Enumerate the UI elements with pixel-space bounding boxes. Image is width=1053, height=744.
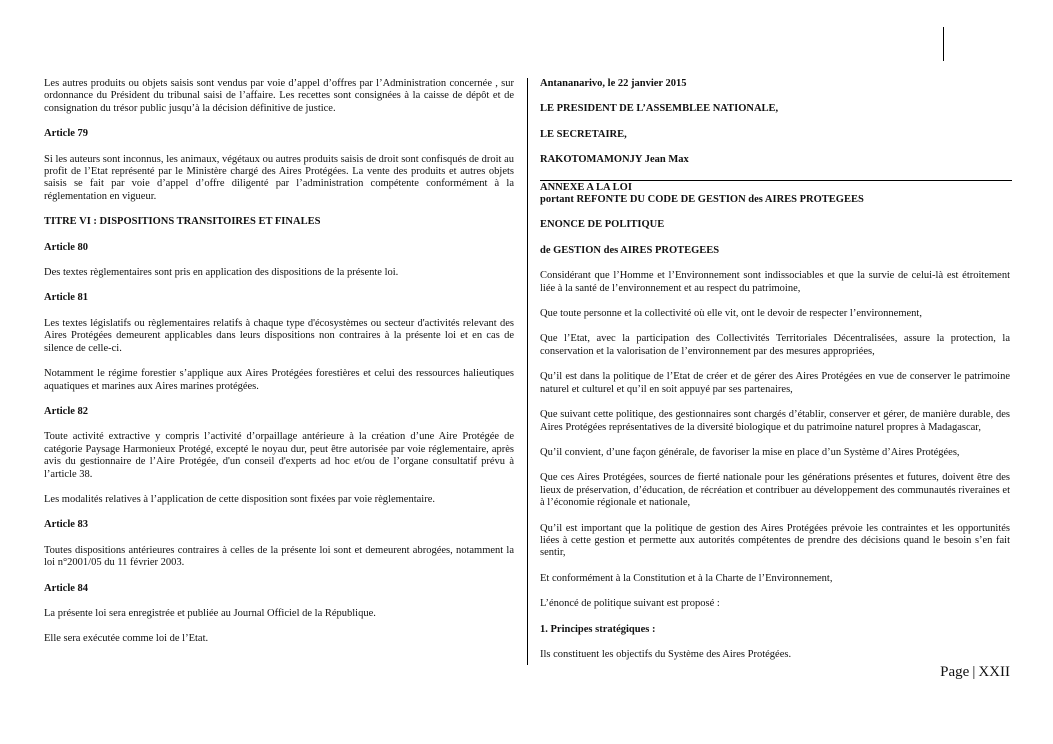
corner-rule — [943, 27, 944, 61]
signature-president: LE PRESIDENT DE L’ASSEMBLEE NATIONALE, — [540, 103, 779, 115]
paragraph-6: Qu’il convient, d’une façon générale, de favoriser la mise en place d’un Système d’Aires Protégées, — [540, 446, 960, 458]
signature-secretaire: LE SECRETAIRE, — [540, 128, 627, 140]
right-column — [540, 78, 1010, 674]
signature-name: RAKOTOMAMONJY Jean Max — [540, 154, 689, 166]
paragraph-1: Considérant que l’Homme et l’Environnement sont indissociables et que la survie de celui-là est étroitement liée à la santé de l’environnement et au respect du patrimoine, — [540, 270, 1010, 294]
article-82-text-1: Toute activité extractive y compris l’activité d’orpaillage antérieure à la création d’une Aire Protégée de catégorie Paysage Harmonieux Protégé, excepté le noyau dur, peut être autorisée par voie réglementaire, après avis du gestionnaire de l’Aire Protégée, d'un conseil d'experts ad hoc et/ou de l’organe consultatif prévu à l’article 38. — [44, 431, 514, 480]
paragraph-2: Que toute personne et la collectivité où elle vit, ont le devoir de respecter l’environnement, — [540, 308, 922, 320]
article-84-heading: Article 84 — [44, 582, 89, 594]
paragraph-9: Et conformément à la Constitution et à la Charte de l’Environnement, — [540, 572, 833, 584]
article-79-text: Si les auteurs sont inconnus, les animaux, végétaux ou autres produits saisis de droit sont confisqués de droit au profit de l’Etat représenté par le Ministère chargé des Aires Protégées. La vente des produits et autres objets saisis se fait par voie d’appel d’offre diligenté par l’administration compétente conformément à la réglementation en vigueur. — [44, 153, 514, 202]
page-number: XXII — [978, 664, 1010, 680]
article-82-heading: Article 82 — [44, 405, 89, 417]
article-83-heading: Article 83 — [44, 519, 89, 531]
paragraph-4: Qu’il est dans la politique de l’Etat de créer et de gérer des Aires Protégées en vue de conserver le patrimoine naturel et culturel et qu’il en soit appuyé par ses partenaires, — [540, 371, 1010, 395]
enonce-subtitle: de GESTION des AIRES PROTEGEES — [540, 244, 720, 256]
article-82-text-2: Les modalités relatives à l’application de cette disposition sont fixées par voie règlementaire. — [44, 493, 435, 505]
principes-heading: 1. Principes stratégiques : — [540, 623, 656, 635]
signature-rule — [540, 180, 1012, 181]
paragraph-3: Que l’Etat, avec la participation des Collectivités Territoriales Décentralisées, assure la protection, la conservation et la valorisation de l’environnement par des mesures appropriées, — [540, 333, 1010, 357]
signature-place-date: Antananarivo, le 22 janvier 2015 — [540, 78, 687, 89]
paragraph-8: Qu’il est important que la politique de gestion des Aires Protégées prévoie les contraintes et les opportunités liées à cette gestion et permette aux autorités compétentes de prendre des décisions quand le besoin s’en fait sentir, — [540, 522, 1010, 559]
article-84-text-2: Elle sera exécutée comme loi de l’Etat. — [44, 633, 209, 645]
article-80-text: Des textes règlementaires sont pris en application des dispositions de la présente loi. — [44, 267, 399, 279]
intro-paragraph: Les autres produits ou objets saisis sont vendus par voie d’appel d’offres par l’Administration concernée , sur ordonnance du Président du tribunal saisi de l’affaire. Les recettes sont consignées à la caisse de dépôt et de consignation du trésor public jusqu’à la décision définitive de justice. — [44, 78, 514, 114]
article-83-text: Toutes dispositions antérieures contraires à celles de la présente loi sont et demeurent abrogées, notamment la loi n°2001/05 du 11 février 2003. — [44, 544, 514, 569]
signature-block — [540, 78, 1010, 167]
page-footer — [940, 664, 1010, 681]
paragraph-7: Que ces Aires Protégées, sources de fierté nationale pour les générations présentes et futures, doivent être des lieux de préservation, d’éducation, de récréation et contribuer au développement des communautés riveraines et à l’économie régionale et nationale, — [540, 472, 1010, 509]
article-79-heading: Article 79 — [44, 128, 89, 140]
paragraph-10: L’énoncé de politique suivant est proposé : — [540, 598, 720, 610]
article-81-text-1: Les textes législatifs ou règlementaires relatifs à chaque type d'écosystèmes ou secteur d'activités relevant des Aires Protégées demeurent applicables dans leurs dispositions non contraires à la présente loi et en cas de silence de celle-ci. — [44, 317, 514, 354]
titre-vi-heading: TITRE VI : DISPOSITIONS TRANSITOIRES ET FINALES — [44, 216, 321, 228]
article-80-heading: Article 80 — [44, 241, 89, 253]
column-divider — [527, 78, 528, 665]
page-separator: | — [972, 664, 976, 680]
enonce-title: ENONCE DE POLITIQUE — [540, 219, 665, 231]
annex-heading — [540, 182, 1010, 207]
annex-line-2: portant REFONTE DU CODE DE GESTION des AIRES PROTEGEES — [540, 194, 864, 206]
article-84-text-1: La présente loi sera enregistrée et publiée au Journal Officiel de la République. — [44, 607, 376, 619]
article-81-heading: Article 81 — [44, 292, 89, 304]
article-81-text-2: Notamment le régime forestier s’applique aux Aires Protégées forestières et celui des ressources halieutiques aquatiques et marines aux Aires marines protégées. — [44, 368, 514, 392]
left-column — [44, 78, 514, 659]
page-label: Page — [940, 664, 970, 680]
paragraph-11: Ils constituent les objectifs du Système des Aires Protégées. — [540, 648, 792, 660]
paragraph-5: Que suivant cette politique, des gestionnaires sont chargés d’établir, conserver et gérer, de manière durable, des Aires Protégées représentatives de la diversité biologique et du patrimoine naturel propres à Madagascar, — [540, 409, 1010, 433]
annex-line-1: ANNEXE A LA LOI — [540, 181, 632, 193]
